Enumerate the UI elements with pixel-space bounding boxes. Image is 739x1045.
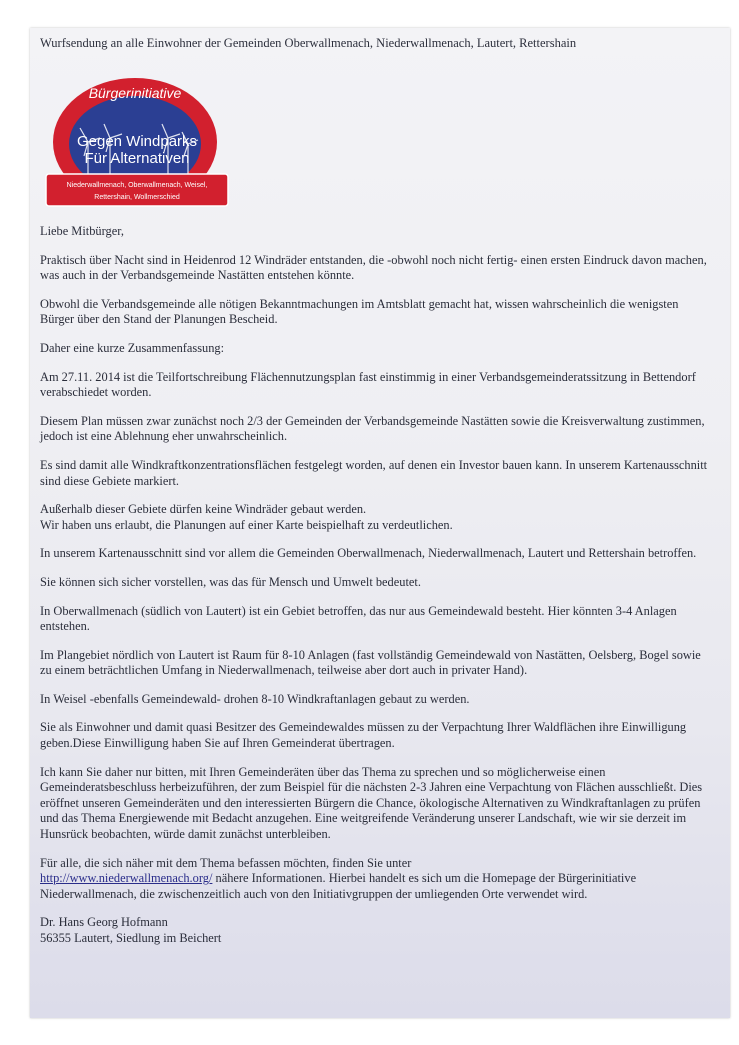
logo-banner-line1: Niederwallmenach, Oberwallmenach, Weisel, [66,182,208,189]
paragraph: Am 27.11. 2014 ist die Teilfortschreibung Flächennutzungsplan fast einstimmig in einer Verbandsgemeinderatssitzung in Bettendorf verabschiedet worden. [40,369,696,400]
paragraph: Daher eine kurze Zusammenfassung: [40,340,225,355]
greeting: Liebe Mitbürger, [40,224,124,238]
outside-line2: Wir haben uns erlaubt, die Planungen auf einer Karte beispielhaft zu verdeutlichen. [40,517,453,532]
paragraph: Ich kann Sie daher nur bitten, mit Ihren Gemeinderäten über das Thema zu sprechen und so möglicherweise einen Gemeinderatsbeschluss herbeizuführen, der zum Beispiel für die nächsten 2-3 Jahren eine Verpachtung von Flächen ausschließt. Dies eröffnet unseren Gemeinderäten und den interessierten Bürgern die Chance, ökologische Alternativen zu Windkraftanlagen zu prüfen und das Thema Energiewende mit Bedacht anzugehen. Eine weitgreifende Veränderung unserer Landschaft, wie wir sie derzeit im Hunsrück beobachten, würde damit zunächst unterbleiben. [40,764,703,842]
homepage-link[interactable]: http://www.niederwallmenach.org/ [40,871,213,886]
logo-banner-line2: Rettershain, Wollmerschied [94,194,180,201]
info-text-after: nähere Informationen. Hierbei handelt es sich um die Homepage der Bürgerinitiative Niederwallmenach, die zwischenzeitlich auch von den Initiativgruppen der umliegenden Orte verwendet wird. [40,871,637,901]
paragraph: Diesem Plan müssen zwar zunächst noch 2/3 der Gemeinden der Verbandsgemeinde Nastätten sowie die Kreisverwaltung zustimmen, jedoch ist eine Ablehnung eher unwahrscheinlich. [40,413,705,444]
signature-address: 56355 Lautert, Siedlung im Beichert [40,931,222,945]
paragraph: In Weisel -ebenfalls Gemeindewald- drohen 8-10 Windkraftanlagen gebaut zu werden. [40,691,470,706]
logo-line1: Gegen Windparks [76,133,198,150]
paragraph: Im Plangebiet nördlich von Lautert ist Raum für 8-10 Anlagen (fast vollständig Gemeindewald von Nastätten, Oelsberg, Bogel sowie zu einem beträchtlichen Umfang in Niederwallmenach, teilweise aber dort auch in privater Hand). [40,647,701,678]
signature [40,915,710,946]
logo-top-text: Bürgerinitiative [88,85,182,101]
signature-name: Dr. Hans Georg Hofmann [40,915,168,930]
paragraph: Es sind damit alle Windkraftkonzentrationsflächen festgelegt worden, auf denen ein Investor bauen kann. In unserem Kartenausschnitt sind diese Gebiete markiert. [40,457,708,488]
info-paragraph [40,856,710,903]
logo-banner [46,174,228,206]
initiative-logo [40,72,240,220]
paragraph: Sie können sich sicher vorstellen, was das für Mensch und Umwelt bedeutet. [40,574,421,589]
paragraph: Praktisch über Nacht sind in Heidenrod 12 Windräder entstanden, die -obwohl noch nicht fertig- einen ersten Eindruck davon machen, was auch in der Verbandsgemeinde Nastätten entstehen könnte. [40,252,707,283]
paragraph: Sie als Einwohner und damit quasi Besitzer des Gemeindewaldes müssen zu der Verpachtung Ihrer Waldflächen ihre Einwilligung geben.Diese Einwilligung haben Sie auf Ihren Gemeinderat übertragen. [40,720,687,751]
paragraph: In unserem Kartenausschnitt sind vor allem die Gemeinden Oberwallmenach, Niederwallmenach, Lautert und Rettershain betroffen. [40,546,697,561]
header-line: Wurfsendung an alle Einwohner der Gemeinden Oberwallmenach, Niederwallmenach, Lautert, Rettershain [40,36,577,50]
logo-line2: Für Alternativen [84,150,190,167]
letter-body [40,224,710,947]
info-text: Für alle, die sich näher mit dem Thema befassen möchten, finden Sie unter [40,855,412,870]
paragraph: In Oberwallmenach (südlich von Lautert) ist ein Gebiet betroffen, das nur aus Gemeindewald besteht. Hier könnten 3-4 Anlagen entstehen. [40,603,677,634]
paragraph-outside [40,502,710,533]
outside-line1: Außerhalb dieser Gebiete dürfen keine Windräder gebaut werden. [40,502,367,517]
paragraph: Obwohl die Verbandsgemeinde alle nötigen Bekanntmachungen im Amtsblatt gemacht hat, wissen wahrscheinlich die wenigsten Bürger über den Stand der Planungen Bescheid. [40,296,679,327]
letter-page [30,28,730,1018]
